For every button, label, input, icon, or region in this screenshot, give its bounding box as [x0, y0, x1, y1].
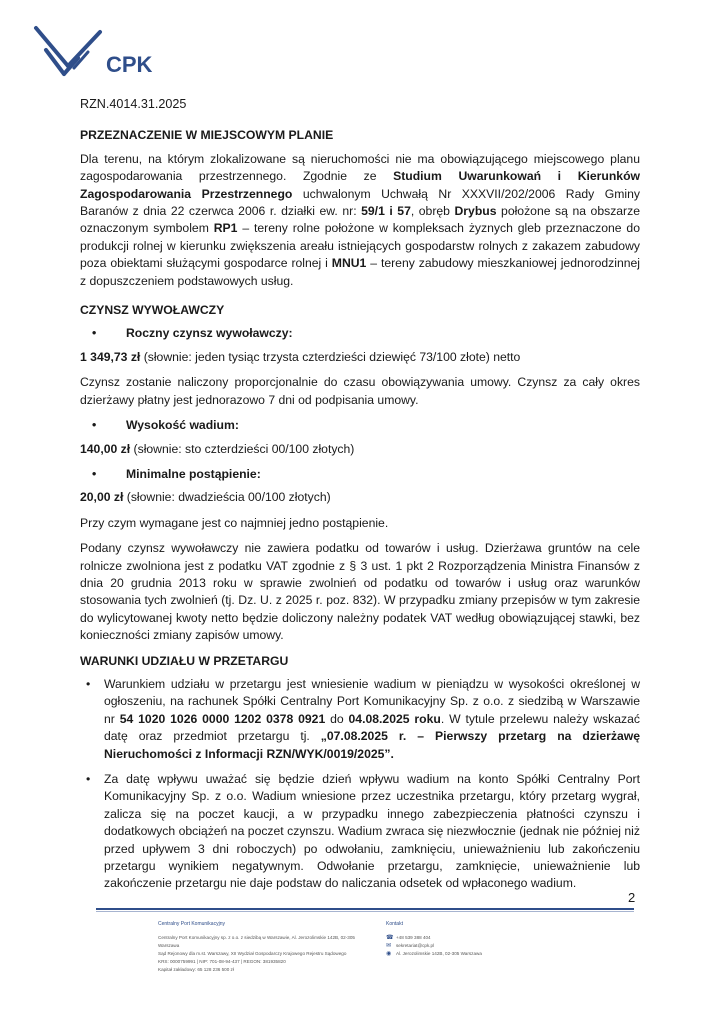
document-body [80, 96, 640, 901]
footer-address-row [386, 950, 546, 958]
text-segment: do [325, 711, 349, 726]
mail-icon: ✉ [386, 943, 392, 949]
text-segment: 140,00 zł [80, 441, 131, 456]
footer-divider [96, 908, 634, 910]
location-icon: ◉ [386, 951, 392, 957]
footer-phone: +48 539 388 404 [396, 935, 431, 940]
vat-paragraph: Podany czynsz wywoławczy nie zawiera podatku od towarów i usług. Dzierżawa gruntów na cele rolnicze zwolniona jest z podatku VAT zgodnie z § 3 ust. 1 pkt 2 Rozporządzenia Ministra Finansów z dnia 20 grudnia 2013 roku w sprawie zwolnień od podatku od towarów i usług oraz warunków stosowania tych zwolnień (tj. Dz. U. z 2025 r. poz. 832). W przypadku zmiany przepisów w tym zakresie do wylicytowanej kwoty netto będzie doliczony należny podatek VAT według obowiązującej stawki, bez konieczności zmiany zapisów umowy. [80, 541, 640, 643]
text-segment: – tereny zabudowy mieszkaniowej jednorodzinnej z dopuszczeniem podstawowych usług. [80, 256, 640, 288]
text-segment: Warunkiem udziału w przetargu jest wniesienie wadium w pieniądzu w wysokości określonej w ogłoszeniu, na rachunek Spółki Centralny Port Komunikacyjny Sp. z o.o. z siedzibą w Warszawie nr [104, 676, 640, 726]
text-segment: 20,00 zł [80, 490, 124, 505]
phone-icon: ☎ [386, 935, 394, 941]
rent-payment-paragraph: Czynsz zostanie naliczony proporcjonalnie do czasu obowiązywania umowy. Czynsz za cały okres dzierżawy płatny jest jednorazowo 7 dni od podpisania umowy. [80, 375, 640, 407]
participation-list [80, 676, 640, 893]
list-item [80, 676, 640, 763]
footer-contact-title: Kontakt [386, 921, 403, 927]
footer-phone-row [386, 934, 546, 942]
heading-participation: WARUNKI UDZIAŁU W PRZETARGU [80, 653, 289, 668]
bullet-deposit: • Wysokość wadium: [80, 417, 640, 434]
deposit-amount [80, 441, 640, 458]
footer-company-title: Centralny Port Komunikacyjny [158, 921, 225, 927]
minimum-increment-amount [80, 489, 640, 506]
footer-email: sekretariat@cpk.pl [396, 943, 435, 948]
reference-number: RZN.4014.31.2025 [80, 97, 187, 111]
footer-company-line: Sąd Rejonowy dla m.st. Warszawy, XII Wydział Gospodarczy Krajowego Rejestru Sądowego [158, 951, 347, 956]
footer-company-line: Kapitał zakładowy: 65 128 236 500 zł [158, 967, 234, 972]
text-segment: 1 349,73 zł [80, 349, 141, 364]
text-segment: (słownie: sto czterdzieści 00/100 złotych) [130, 441, 355, 456]
bullet-minimum-increment: • Minimalne postąpienie: [80, 466, 640, 483]
text-segment: 04.08.2025 roku [348, 711, 441, 726]
footer-address: Al. Jerozolimskie 142B, 02-305 Warszawa [396, 951, 482, 956]
text-segment: 54 1020 1026 0000 1202 0378 0921 [119, 711, 326, 726]
text-segment: położone są na obszarze oznaczonym symbolem [80, 204, 640, 236]
text-segment: Dla terenu, na którym zlokalizowane są nieruchomości nie ma obowiązującego miejscowego planu zagospodarowania przestrzennego. Zgodnie ze [80, 151, 640, 184]
cpk-logo-mark [30, 22, 180, 88]
footer-contact [386, 920, 546, 958]
zoning-paragraph [80, 151, 640, 290]
annual-rent-amount [80, 349, 640, 366]
footer-company-line: Centralny Port Komunikacyjny sp. z o.o. z siedzibą w Warszawie, Al. Jerozolimskie 142B, 02-305 Warszawa [158, 935, 355, 948]
cpk-logo [30, 22, 180, 88]
footer-company-line: KRS: 0000759991 | NIP: 701-08-94-437 | REGON: 381935820 [158, 959, 286, 964]
text-segment: MNU1 [331, 256, 367, 271]
heading-zoning: PRZEZNACZENIE W MIEJSCOWYM PLANIE [80, 128, 334, 143]
text-segment: (słownie: jeden tysiąc trzysta czterdzieści dziewięć 73/100 złote) netto [140, 349, 521, 364]
text-segment: Drybus [454, 204, 497, 219]
text-segment: – tereny rolne położone w kompleksach żyznych gleb przeznaczone do produkcji rolnej w kierunku zwiększenia areału istniejących gospodarstw rolnych z zakazem zabudowy poza obiektami służącymi gospodarce rolnej i [80, 221, 640, 271]
text-segment: uchwalonym Uchwałą Nr XXXVII/202/2006 Rady Gminy Baranów z dnia 22 czerwca 2006 r. działki ew. nr: [80, 186, 640, 219]
text-segment: (słownie: dwadzieścia 00/100 złotych) [123, 490, 331, 505]
text-segment: , obręb [410, 204, 455, 219]
text-segment: RP1 [213, 221, 238, 236]
heading-rent: CZYNSZ WYWOŁAWCZY [80, 303, 225, 318]
logo-text: CPK [106, 52, 153, 77]
footer-company [158, 920, 358, 974]
text-segment: „07.08.2025 r. – Pierwszy przetarg na dzierżawę Nieruchomości z Informacji RZN/WYK/0019/2025”. [104, 729, 640, 761]
page-number: 2 [628, 890, 636, 905]
footer-email-row [386, 942, 546, 950]
list-item: • Za datę wpływu uważać się będzie dzień wpływu wadium na konto Spółki Centralny Port Komunikacyjny Sp. z o.o. Wadium wniesione przez uczestnika przetargu, który przetarg wygrał, zalicza się na poczet kaucji, a w przypadku innego zabezpieczenia płatności czynszu i dodatkowych obciążeń na poczet czynszu. Wadium zwraca się niezwłocznie (jednak nie później niż przed upływem 3 dni roboczych) po odwołaniu, zamknięciu, unieważnieniu lub zakończeniu przetargu wynikiem negatywnym. Odwołanie przetargu, zamknięcie, unieważnienie lub zakończenie przetargu nie daje podstaw do naliczania odsetek od wpłaconego wadium. [80, 771, 640, 893]
bullet-annual-rent: • Roczny czynsz wywoławczy: [80, 325, 640, 342]
text-segment: 59/1 i 57 [361, 204, 411, 219]
text-segment: . W tytule przelewu należy wskazać datę oraz przedmiot przetargu tj. [104, 711, 640, 744]
text-segment: Studium Uwarunkowań i Kierunków Zagospodarowania Przestrzennego [80, 169, 640, 201]
increment-note: Przy czym wymagane jest co najmniej jedno postąpienie. [80, 515, 389, 530]
